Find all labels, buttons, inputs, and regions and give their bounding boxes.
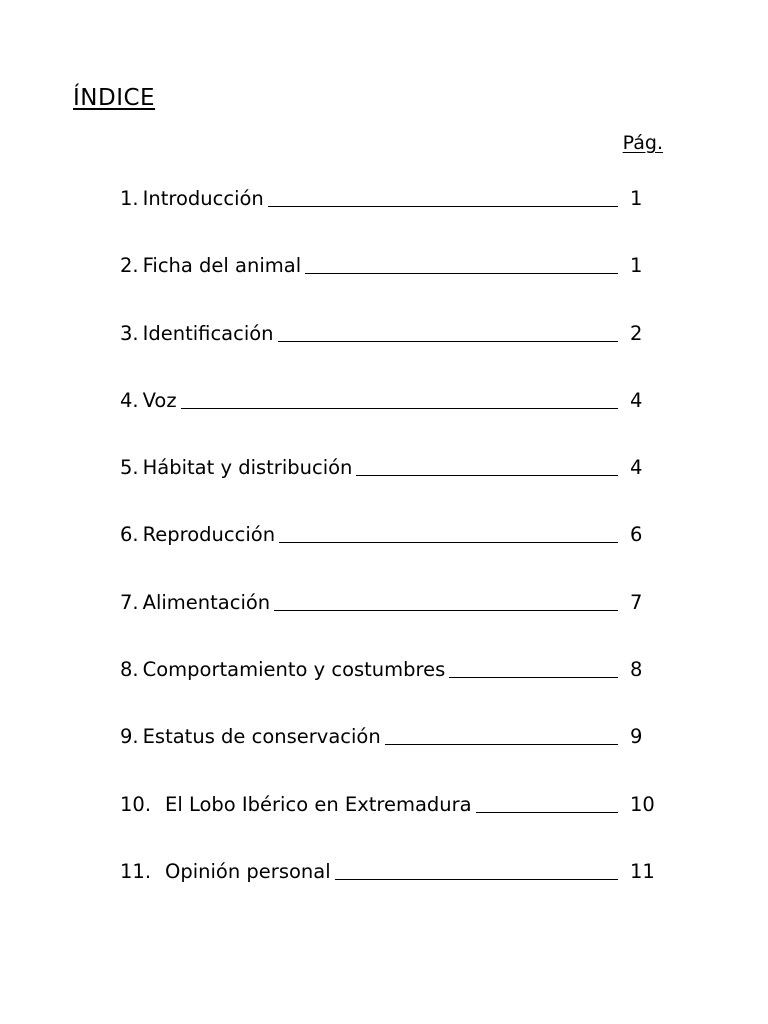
toc-entry-number: 1. <box>120 187 139 210</box>
toc-entry-estatus-de-conservacion[interactable] <box>120 725 660 792</box>
toc-entry-label: Estatus de conservación <box>142 725 381 749</box>
toc-leader-line <box>335 878 618 880</box>
toc-leader-line <box>181 407 618 409</box>
toc-entry-label: Opinión personal <box>165 859 331 883</box>
toc-leader-line <box>476 811 618 813</box>
toc-entry-page: 1 <box>630 187 643 210</box>
toc-entry-page: 4 <box>630 456 643 480</box>
toc-entry-introduccion[interactable] <box>120 187 660 254</box>
toc-leader-line <box>274 609 618 611</box>
toc-entry-label: Identificación <box>142 321 274 345</box>
toc-entry-number: 9. <box>120 725 139 749</box>
toc-entry-label: Hábitat y distribución <box>142 456 353 480</box>
toc-entry-number: 6. <box>120 523 139 547</box>
toc-entry-number: 11. <box>120 859 152 883</box>
toc-entry-label: Alimentación <box>142 590 271 614</box>
toc-leader-line <box>279 541 618 543</box>
toc-entry-page: 6 <box>630 523 643 547</box>
table-of-contents <box>120 187 660 927</box>
toc-entry-page: 9 <box>630 725 643 749</box>
toc-entry-number: 8. <box>120 658 139 682</box>
toc-entry-number: 10. <box>120 792 152 816</box>
toc-entry-lobo-iberico-en-extremadura[interactable] <box>120 793 660 860</box>
toc-leader-line <box>278 340 618 342</box>
toc-leader-line <box>268 205 618 207</box>
toc-entry-page: 10 <box>630 792 655 816</box>
toc-entry-comportamiento-y-costumbres[interactable] <box>120 658 660 725</box>
toc-entry-habitat-y-distribucion[interactable] <box>120 456 660 523</box>
toc-entry-number: 5. <box>120 456 139 480</box>
page-title: ÍNDICE <box>73 85 156 112</box>
toc-leader-line <box>305 272 618 274</box>
toc-entry-number: 3. <box>120 321 139 345</box>
toc-leader-line <box>385 743 618 745</box>
toc-leader-line <box>356 474 618 476</box>
toc-entry-page: 1 <box>630 254 643 278</box>
toc-entry-number: 7. <box>120 590 139 614</box>
toc-entry-opinion-personal[interactable] <box>120 860 660 927</box>
toc-entry-page: 2 <box>630 321 643 345</box>
toc-entry-identificacion[interactable] <box>120 322 660 389</box>
toc-entry-ficha-del-animal[interactable] <box>120 254 660 321</box>
toc-entry-number: 4. <box>120 388 139 412</box>
toc-entry-label: Comportamiento y costumbres <box>142 658 446 682</box>
toc-entry-page: 11 <box>630 859 655 883</box>
toc-entry-page: 4 <box>630 388 643 412</box>
toc-entry-page: 7 <box>630 590 643 614</box>
toc-entry-alimentacion[interactable] <box>120 591 660 658</box>
toc-entry-label: Ficha del animal <box>142 254 302 278</box>
toc-entry-label: Introducción <box>142 187 264 210</box>
toc-leader-line <box>449 676 618 678</box>
page-column-header: Pág. <box>622 132 663 154</box>
toc-entry-label: Reproducción <box>142 523 276 547</box>
toc-entry-voz[interactable] <box>120 389 660 456</box>
toc-entry-label: Voz <box>142 388 177 412</box>
toc-entry-label: El Lobo Ibérico en Extremadura <box>165 792 472 816</box>
toc-entry-number: 2. <box>120 254 139 278</box>
toc-entry-page: 8 <box>630 658 643 682</box>
toc-entry-reproduccion[interactable] <box>120 523 660 590</box>
